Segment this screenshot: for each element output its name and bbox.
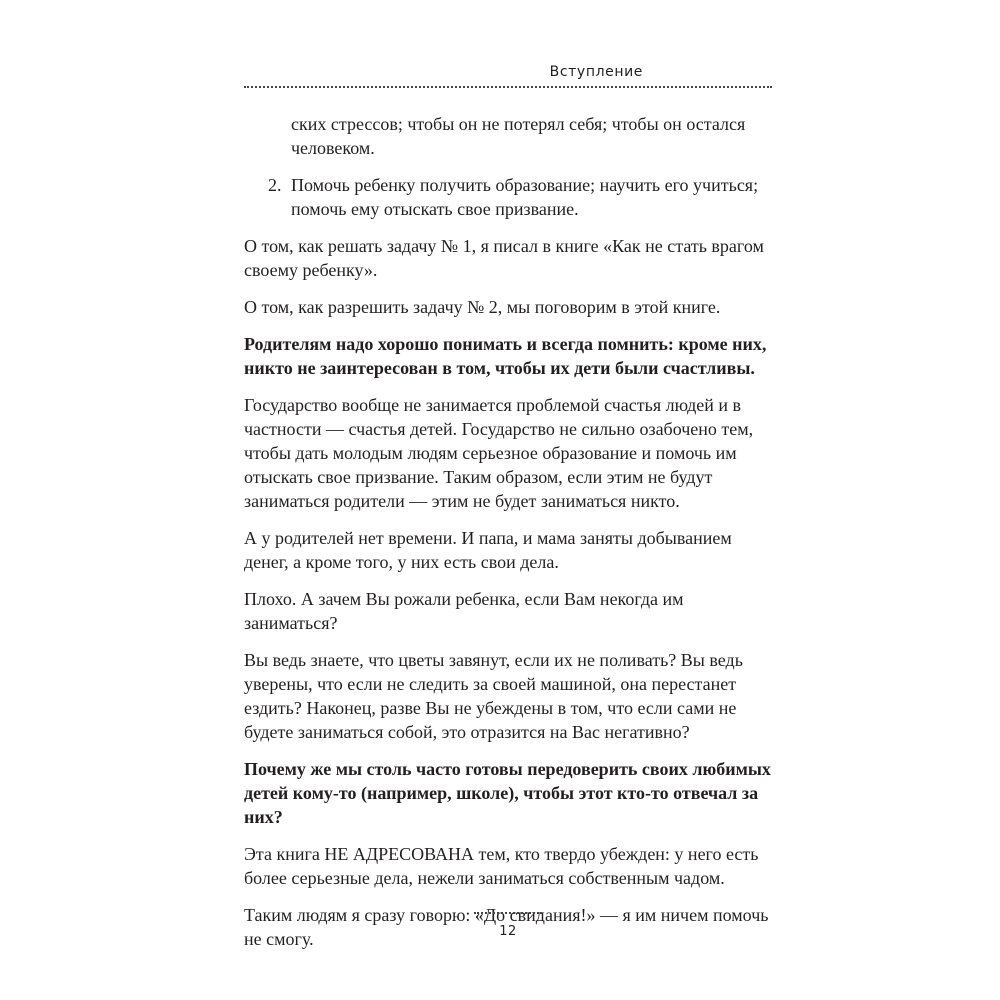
- paragraph-7: Эта книга НЕ АДРЕСОВАНА тем, кто твердо убежден: у него есть более серьезные дела, нежели заниматься собственным чадом.: [244, 844, 759, 888]
- header-dotted-rule: [244, 86, 772, 88]
- list-item-number: 2.: [268, 175, 282, 195]
- list-item-text: Помочь ребенку получить образование; научить его учиться; помочь ему отыскать свое призвание.: [291, 175, 759, 219]
- bold-paragraph-2: Почему же мы столь часто готовы передоверить своих любимых детей кому-то (например, школе), чтобы этот кто-то отвечал за них?: [244, 759, 771, 827]
- paragraph-8: Таким людям я сразу говорю: «До свидания!» — я им ничем помочь не смогу.: [244, 905, 769, 949]
- paragraph-1: О том, как решать задачу № 1, я писал в книге «Как не стать врагом своему ребенку».: [244, 236, 764, 280]
- list-item-2: [244, 173, 774, 221]
- paragraph-6: Вы ведь знаете, что цветы завянут, если их не поливать? Вы ведь уверены, что если не следить за своей машиной, она перестанет ездить? Наконец, разве Вы не убеждены в том, что если сами не будете заниматься собой, это отразится на Вас негативно?: [244, 650, 743, 742]
- paragraph-5: Плохо. А зачем Вы рожали ребенка, если Вам некогда им заниматься?: [244, 589, 684, 633]
- bold-paragraph-1: Родителям надо хорошо понимать и всегда помнить: кроме них, никто не заинтересован в том, чтобы их дети были счастливы.: [244, 334, 767, 378]
- paragraph-2: О том, как разрешить задачу № 2, мы поговорим в этой книге.: [244, 297, 721, 317]
- footer-dotted-rule: [474, 912, 542, 914]
- running-head-title: Вступление: [549, 64, 643, 80]
- paragraph-3: Государство вообще не занимается проблемой счастья людей и в частности — счастья детей. Государство не сильно озабочено тем, чтобы дать молодым людям серьезное образование и помочь им отыскать свое призвание. Таким образом, если этим не будут заниматься родители — этим не будет заниматься никто.: [244, 395, 754, 511]
- list-item-1-continuation: ских стрессов; чтобы он не потерял себя; чтобы он остался человеком.: [291, 114, 746, 158]
- paragraph-4: А у родителей нет времени. И папа, и мама заняты добыванием денег, а кроме того, у них есть свои дела.: [244, 528, 732, 572]
- page-number: 12: [499, 924, 517, 939]
- page-body: [244, 112, 774, 964]
